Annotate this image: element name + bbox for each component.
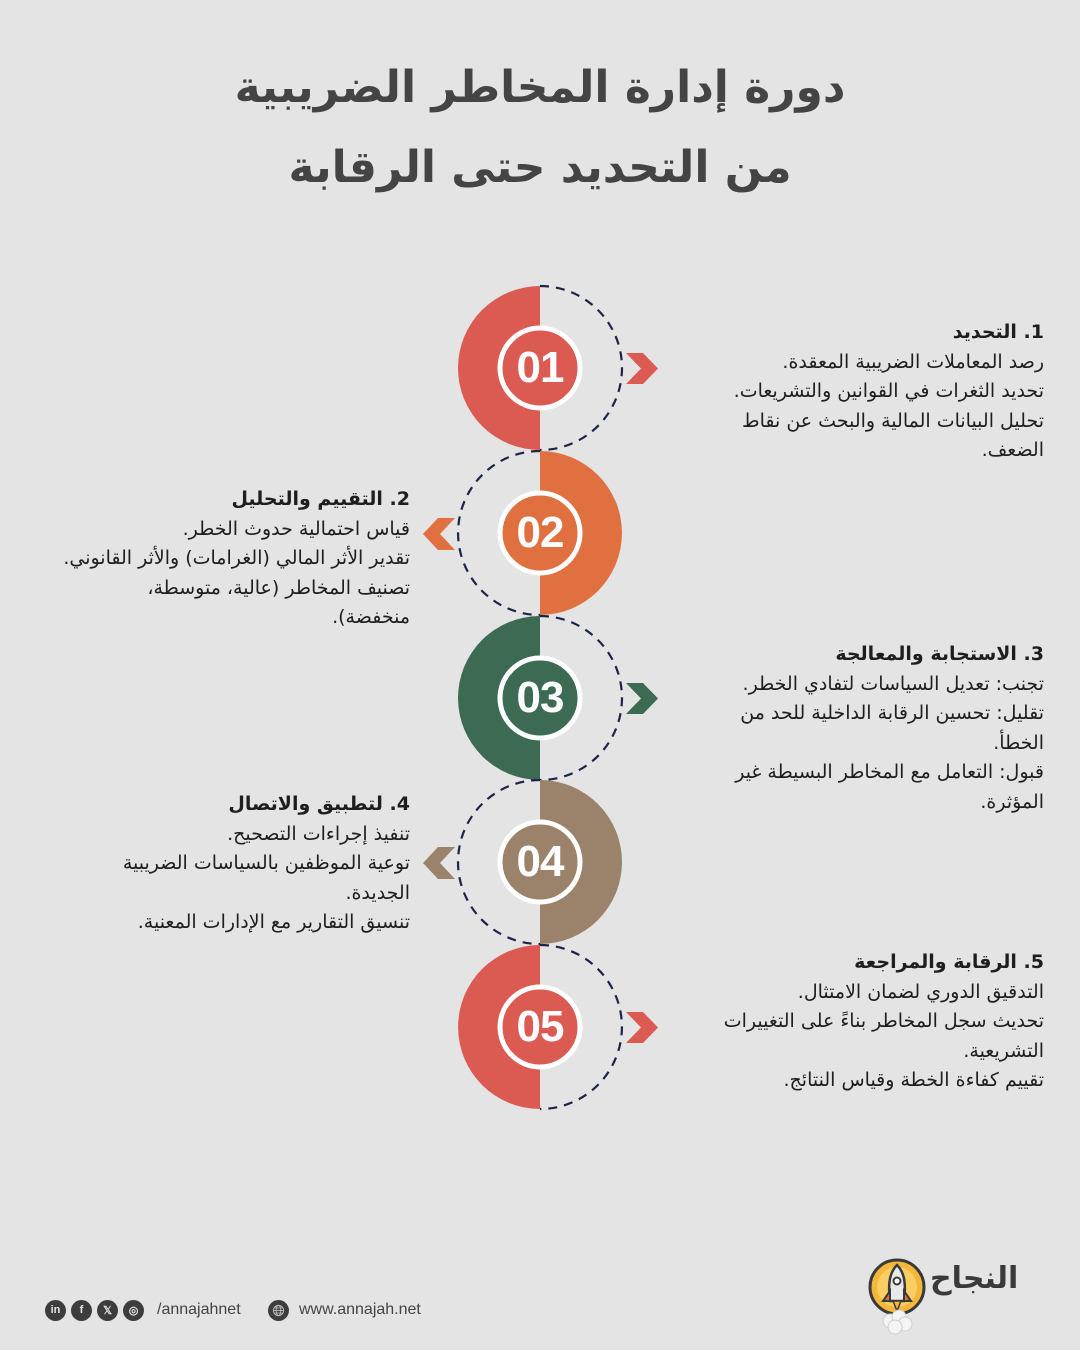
step-2-line-3: تصنيف المخاطر (عالية، متوسطة، <box>147 576 410 599</box>
step-3-line-5: المؤثرة. <box>980 790 1044 813</box>
social-handle[interactable]: /annajahnet <box>157 1301 241 1318</box>
step-3-text <box>664 640 1044 817</box>
facebook-icon[interactable]: f <box>71 1300 92 1321</box>
brand-logo <box>866 1255 1019 1345</box>
step-1-line-1: رصد المعاملات الضريبية المعقدة. <box>782 350 1044 373</box>
rocket-logo-icon <box>866 1255 928 1339</box>
step-3-line-4: قبول: التعامل مع المخاطر البسيطة غير <box>735 761 1044 783</box>
step-1-text <box>664 318 1044 466</box>
step-2-heading: 2. التقييم والتحليل <box>231 488 410 510</box>
step-4-heading: 4. لتطبيق والاتصال <box>228 793 410 815</box>
step-2-text <box>20 485 410 633</box>
chevron-right-icon <box>626 353 658 384</box>
step-3-heading: 3. الاستجابة والمعالجة <box>835 643 1044 665</box>
linkedin-icon[interactable]: in <box>45 1300 66 1321</box>
title-line-2: من التحديد حتى الرقابة <box>288 142 792 193</box>
step-2-line-4: منخفضة). <box>332 606 410 628</box>
step-3-line-2: تقليل: تحسين الرقابة الداخلية للحد من <box>740 702 1044 724</box>
step-4-line-2: توعية الموظفين بالسياسات الضريبية <box>122 852 410 874</box>
step-2-line-2: تقدير الأثر المالي (الغرامات) والأثر القانوني. <box>63 547 410 569</box>
step-3-line-3: الخطأ. <box>993 731 1044 754</box>
instagram-icon[interactable]: ◎ <box>123 1300 144 1321</box>
chevron-left-icon <box>423 847 455 879</box>
step-5-text <box>644 948 1044 1096</box>
step-1-line-4: الضعف. <box>981 439 1044 461</box>
social-links <box>45 1298 241 1322</box>
step-3-line-1: تجنب: تعديل السياسات لتفادي الخطر. <box>742 672 1044 695</box>
step-5-heading: 5. الرقابة والمراجعة <box>854 951 1044 973</box>
step-1-line-3: تحليل البيانات المالية والبحث عن نقاط <box>742 409 1044 432</box>
globe-icon <box>268 1300 289 1321</box>
step-4-line-1: تنفيذ إجراءات التصحيح. <box>227 822 410 845</box>
step-5-line-3: التشريعية. <box>963 1039 1044 1062</box>
step-4-line-4: تنسيق التقارير مع الإدارات المعنية. <box>137 911 410 933</box>
step-1-heading: 1. التحديد <box>952 321 1044 343</box>
step-1-number: 01 <box>516 343 564 392</box>
step-5-line-4: تقييم كفاءة الخطة وقياس النتائج. <box>783 1069 1044 1091</box>
x-icon[interactable]: 𝕏 <box>97 1300 118 1321</box>
step-2-line-1: قياس احتمالية حدوث الخطر. <box>182 517 410 540</box>
chevron-left-icon <box>423 518 455 550</box>
step-4-line-3: الجديدة. <box>345 881 410 904</box>
title-line-1: دورة إدارة المخاطر الضريبية <box>234 62 846 113</box>
brand-name: النجاح <box>930 1261 1019 1296</box>
step-2-number: 02 <box>516 508 564 557</box>
chevron-right-icon <box>626 683 658 714</box>
step-4-text <box>40 790 410 938</box>
step-4-number: 04 <box>516 837 564 886</box>
step-1-line-2: تحديد الثغرات في القوانين والتشريعات. <box>733 380 1044 402</box>
step-5-line-1: التدقيق الدوري لضمان الامتثال. <box>797 980 1044 1003</box>
step-3-number: 03 <box>516 673 564 722</box>
step-5-line-2: تحديث سجل المخاطر بناءً على التغييرات <box>723 1010 1044 1032</box>
website-url[interactable]: www.annajah.net <box>299 1301 421 1318</box>
step-5-number: 05 <box>516 1002 564 1051</box>
website-link[interactable] <box>268 1298 421 1322</box>
